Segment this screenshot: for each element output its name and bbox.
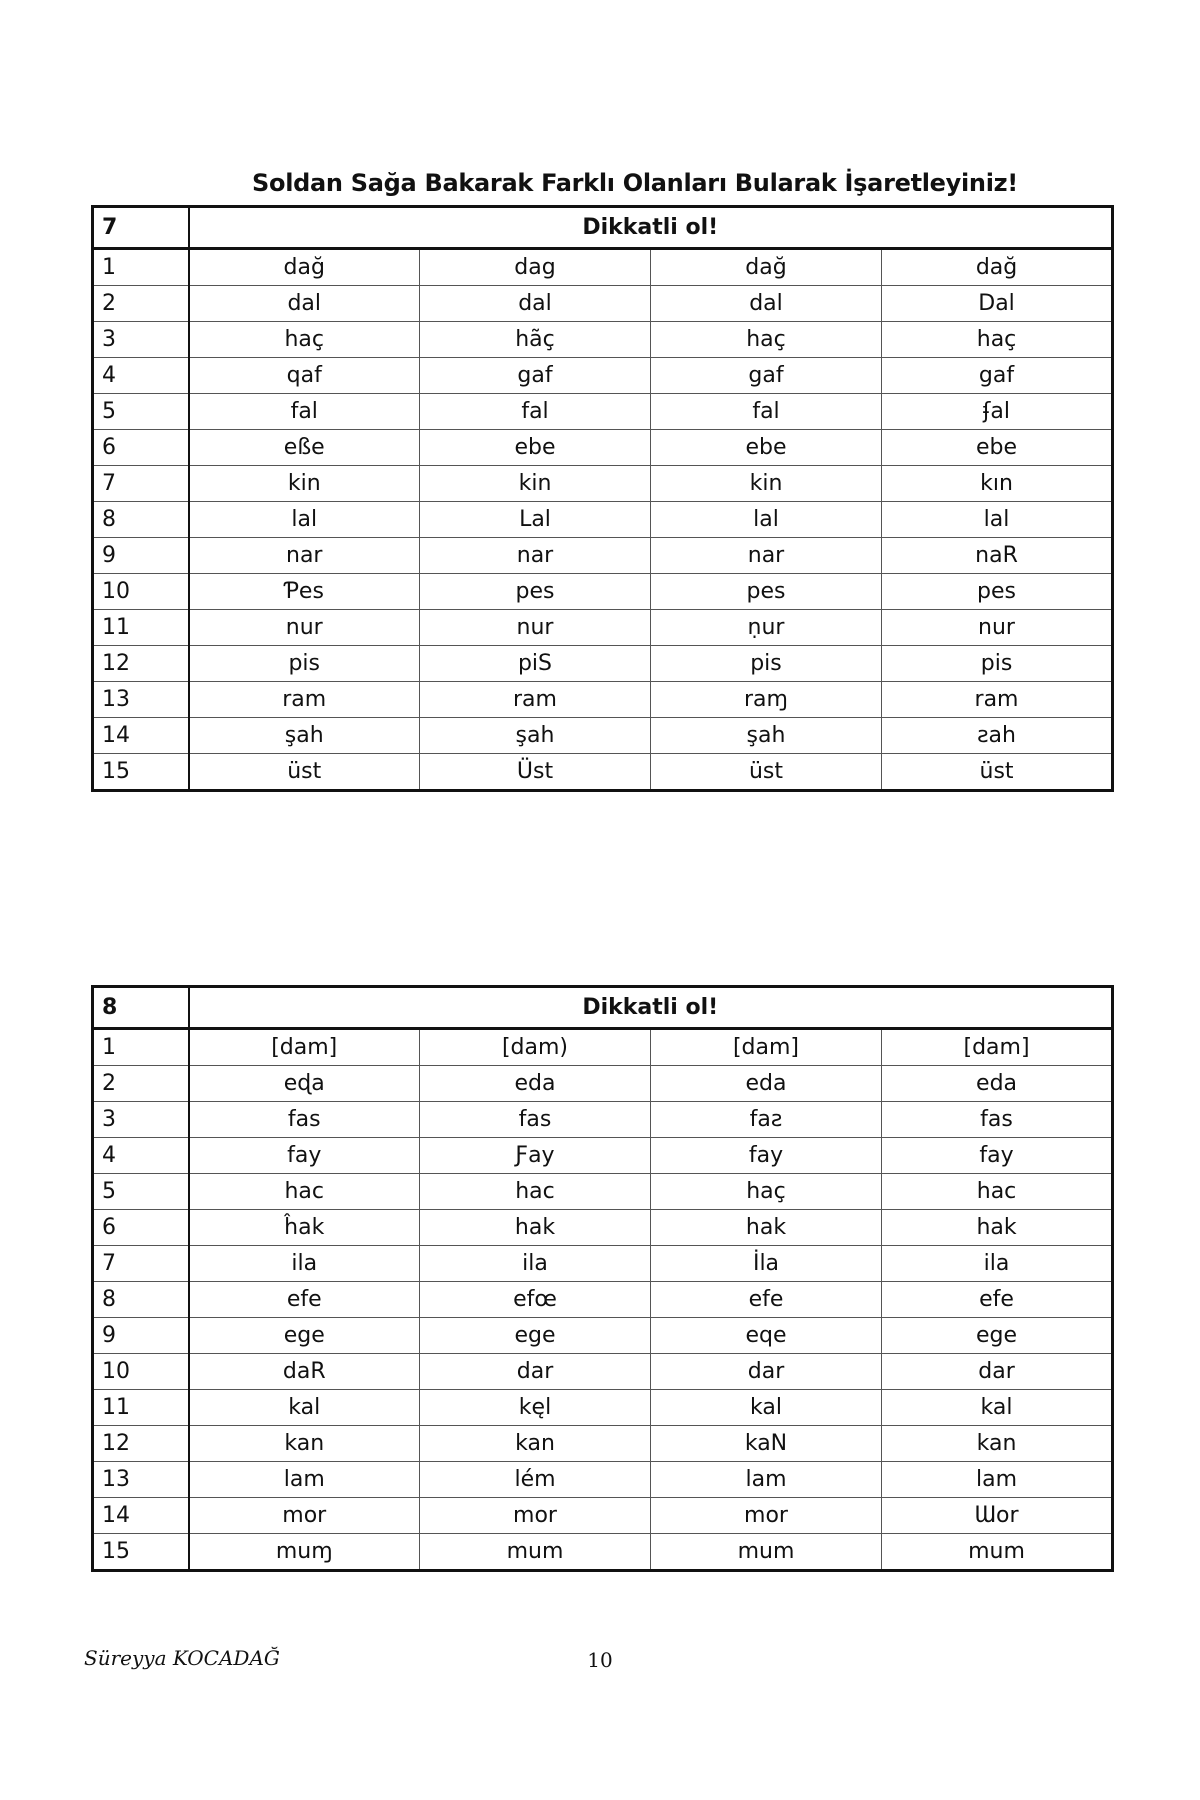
word-cell[interactable]: ĥak bbox=[189, 1210, 420, 1246]
table-row bbox=[93, 1534, 1113, 1571]
row-number: 13 bbox=[93, 1462, 189, 1498]
word-cell[interactable]: Ƥes bbox=[189, 574, 420, 610]
word-cell[interactable]: dağ bbox=[882, 249, 1113, 286]
word-cell[interactable]: hak bbox=[651, 1210, 882, 1246]
word-cell[interactable]: kan bbox=[189, 1426, 420, 1462]
table-row bbox=[93, 646, 1113, 682]
word-cell[interactable]: qaf bbox=[189, 358, 420, 394]
word-cell[interactable]: üst bbox=[882, 754, 1113, 791]
word-cell[interactable]: haç bbox=[651, 1174, 882, 1210]
word-cell[interactable]: kin bbox=[651, 466, 882, 502]
word-cell[interactable]: nur bbox=[420, 610, 651, 646]
word-cell[interactable]: naR bbox=[882, 538, 1113, 574]
word-cell[interactable]: dar bbox=[420, 1354, 651, 1390]
word-cell[interactable]: kaN bbox=[651, 1426, 882, 1462]
table-row bbox=[93, 466, 1113, 502]
word-cell[interactable]: kın bbox=[882, 466, 1113, 502]
word-cell[interactable]: pis bbox=[189, 646, 420, 682]
table-row bbox=[93, 1426, 1113, 1462]
exercise-table-8 bbox=[91, 985, 1114, 1572]
word-cell[interactable]: mum bbox=[882, 1534, 1113, 1571]
word-cell[interactable]: efœ bbox=[420, 1282, 651, 1318]
row-number: 12 bbox=[93, 646, 189, 682]
word-cell[interactable]: kęl bbox=[420, 1390, 651, 1426]
table-row bbox=[93, 249, 1113, 286]
row-number: 2 bbox=[93, 1066, 189, 1102]
word-cell[interactable]: ebe bbox=[420, 430, 651, 466]
row-number: 10 bbox=[93, 574, 189, 610]
word-cell[interactable]: haç bbox=[882, 322, 1113, 358]
word-cell[interactable]: Ƒay bbox=[420, 1138, 651, 1174]
table-row bbox=[93, 1066, 1113, 1102]
table-row bbox=[93, 682, 1113, 718]
word-cell[interactable]: İla bbox=[651, 1246, 882, 1282]
word-cell[interactable]: ila bbox=[882, 1246, 1113, 1282]
exercise-rows bbox=[93, 1029, 1113, 1571]
word-cell[interactable]: kan bbox=[882, 1426, 1113, 1462]
table-row bbox=[93, 1210, 1113, 1246]
row-number: 14 bbox=[93, 718, 189, 754]
row-number: 8 bbox=[93, 502, 189, 538]
word-cell[interactable]: pis bbox=[882, 646, 1113, 682]
word-cell[interactable]: hac bbox=[189, 1174, 420, 1210]
word-cell[interactable]: ram bbox=[882, 682, 1113, 718]
word-cell[interactable]: [dam] bbox=[651, 1029, 882, 1066]
table-row bbox=[93, 430, 1113, 466]
table-row bbox=[93, 538, 1113, 574]
word-cell[interactable]: haç bbox=[189, 322, 420, 358]
word-cell[interactable]: fay bbox=[189, 1138, 420, 1174]
table-row bbox=[93, 502, 1113, 538]
exercise-number: 8 bbox=[93, 987, 189, 1029]
word-cell[interactable]: hac bbox=[882, 1174, 1113, 1210]
table-row bbox=[93, 610, 1113, 646]
table-row bbox=[93, 1282, 1113, 1318]
row-number: 10 bbox=[93, 1354, 189, 1390]
row-number: 14 bbox=[93, 1498, 189, 1534]
row-number: 7 bbox=[93, 1246, 189, 1282]
table-row bbox=[93, 1138, 1113, 1174]
word-cell[interactable]: [dam) bbox=[420, 1029, 651, 1066]
word-cell[interactable]: ege bbox=[420, 1318, 651, 1354]
word-cell[interactable]: hak bbox=[420, 1210, 651, 1246]
row-number: 5 bbox=[93, 1174, 189, 1210]
word-cell[interactable]: muɱ bbox=[189, 1534, 420, 1571]
word-cell[interactable]: ram bbox=[420, 682, 651, 718]
word-cell[interactable]: lal bbox=[651, 502, 882, 538]
table-row bbox=[93, 754, 1113, 791]
word-cell[interactable]: Ɯor bbox=[882, 1498, 1113, 1534]
word-cell[interactable]: kal bbox=[882, 1390, 1113, 1426]
word-cell[interactable]: pes bbox=[651, 574, 882, 610]
word-cell[interactable]: fay bbox=[651, 1138, 882, 1174]
word-cell[interactable]: şah bbox=[420, 718, 651, 754]
table-row bbox=[93, 1354, 1113, 1390]
word-cell[interactable]: dar bbox=[651, 1354, 882, 1390]
table-row bbox=[93, 286, 1113, 322]
page-title: Soldan Sağa Bakarak Farklı Olanları Bularak İşaretleyiniz! bbox=[252, 169, 1018, 197]
table-row bbox=[93, 574, 1113, 610]
table-row bbox=[93, 322, 1113, 358]
row-number: 6 bbox=[93, 430, 189, 466]
word-cell[interactable]: mum bbox=[420, 1534, 651, 1571]
row-number: 3 bbox=[93, 322, 189, 358]
page-number: 10 bbox=[587, 1648, 613, 1672]
word-cell[interactable]: nur bbox=[882, 610, 1113, 646]
table-row bbox=[93, 718, 1113, 754]
table-header-row bbox=[93, 987, 1113, 1029]
word-cell[interactable]: mor bbox=[189, 1498, 420, 1534]
word-cell[interactable]: hak bbox=[882, 1210, 1113, 1246]
word-cell[interactable]: daR bbox=[189, 1354, 420, 1390]
word-cell[interactable]: üst bbox=[651, 754, 882, 791]
word-cell[interactable]: raɱ bbox=[651, 682, 882, 718]
word-cell[interactable]: hac bbox=[420, 1174, 651, 1210]
word-cell[interactable]: ebe bbox=[882, 430, 1113, 466]
word-cell[interactable]: efe bbox=[189, 1282, 420, 1318]
word-cell[interactable]: kal bbox=[651, 1390, 882, 1426]
table-row bbox=[93, 394, 1113, 430]
word-cell[interactable]: lém bbox=[420, 1462, 651, 1498]
exercise-header: Dikkatli ol! bbox=[189, 987, 1113, 1029]
row-number: 13 bbox=[93, 682, 189, 718]
word-cell[interactable]: pes bbox=[882, 574, 1113, 610]
word-cell[interactable]: gaf bbox=[882, 358, 1113, 394]
word-cell[interactable]: fas bbox=[189, 1102, 420, 1138]
word-cell[interactable]: kan bbox=[420, 1426, 651, 1462]
word-cell[interactable]: [dam] bbox=[882, 1029, 1113, 1066]
word-cell[interactable]: eße bbox=[189, 430, 420, 466]
table-row bbox=[93, 1498, 1113, 1534]
table-row bbox=[93, 1029, 1113, 1066]
row-number: 11 bbox=[93, 610, 189, 646]
word-cell[interactable]: ila bbox=[420, 1246, 651, 1282]
row-number: 15 bbox=[93, 1534, 189, 1571]
word-cell[interactable]: ila bbox=[189, 1246, 420, 1282]
word-cell[interactable]: üst bbox=[189, 754, 420, 791]
word-cell[interactable]: kin bbox=[420, 466, 651, 502]
word-cell[interactable]: eda bbox=[651, 1066, 882, 1102]
word-cell[interactable]: lal bbox=[189, 502, 420, 538]
word-cell[interactable]: mor bbox=[420, 1498, 651, 1534]
word-cell[interactable]: ṇur bbox=[651, 610, 882, 646]
exercise-table-7 bbox=[91, 205, 1114, 792]
word-cell[interactable]: dag bbox=[420, 249, 651, 286]
row-number: 3 bbox=[93, 1102, 189, 1138]
word-cell[interactable]: fal bbox=[651, 394, 882, 430]
word-cell[interactable]: ebe bbox=[651, 430, 882, 466]
table-row bbox=[93, 1246, 1113, 1282]
word-cell[interactable]: eqe bbox=[651, 1318, 882, 1354]
word-cell[interactable]: dağ bbox=[189, 249, 420, 286]
word-cell[interactable]: ege bbox=[189, 1318, 420, 1354]
word-cell[interactable]: dağ bbox=[651, 249, 882, 286]
word-cell[interactable]: gaf bbox=[420, 358, 651, 394]
row-number: 6 bbox=[93, 1210, 189, 1246]
word-cell[interactable]: eɖa bbox=[189, 1066, 420, 1102]
row-number: 11 bbox=[93, 1390, 189, 1426]
word-cell[interactable]: kin bbox=[189, 466, 420, 502]
word-cell[interactable]: nar bbox=[420, 538, 651, 574]
word-cell[interactable]: ʄal bbox=[882, 394, 1113, 430]
word-cell[interactable]: lam bbox=[189, 1462, 420, 1498]
word-cell[interactable]: dal bbox=[651, 286, 882, 322]
footer-author: Süreyya KOCADAĞ bbox=[84, 1646, 280, 1670]
table-row bbox=[93, 1318, 1113, 1354]
row-number: 1 bbox=[93, 249, 189, 286]
word-cell[interactable]: pes bbox=[420, 574, 651, 610]
word-cell[interactable]: Lal bbox=[420, 502, 651, 538]
word-cell[interactable]: gaf bbox=[651, 358, 882, 394]
word-cell[interactable]: ram bbox=[189, 682, 420, 718]
word-cell[interactable]: ƨah bbox=[882, 718, 1113, 754]
row-number: 12 bbox=[93, 1426, 189, 1462]
word-cell[interactable]: lam bbox=[651, 1462, 882, 1498]
word-cell[interactable]: lam bbox=[882, 1462, 1113, 1498]
word-cell[interactable]: piS bbox=[420, 646, 651, 682]
row-number: 4 bbox=[93, 358, 189, 394]
word-cell[interactable]: pis bbox=[651, 646, 882, 682]
word-cell[interactable]: hãç bbox=[420, 322, 651, 358]
row-number: 9 bbox=[93, 538, 189, 574]
table-row bbox=[93, 358, 1113, 394]
word-cell[interactable]: nar bbox=[651, 538, 882, 574]
word-cell[interactable]: lal bbox=[882, 502, 1113, 538]
word-cell[interactable]: Dal bbox=[882, 286, 1113, 322]
table-row bbox=[93, 1462, 1113, 1498]
word-cell[interactable]: faƨ bbox=[651, 1102, 882, 1138]
row-number: 5 bbox=[93, 394, 189, 430]
word-cell[interactable]: [dam] bbox=[189, 1029, 420, 1066]
word-cell[interactable]: şah bbox=[189, 718, 420, 754]
word-cell[interactable]: şah bbox=[651, 718, 882, 754]
word-cell[interactable]: fal bbox=[420, 394, 651, 430]
word-cell[interactable]: eda bbox=[882, 1066, 1113, 1102]
row-number: 2 bbox=[93, 286, 189, 322]
word-cell[interactable]: nar bbox=[189, 538, 420, 574]
word-cell[interactable]: fay bbox=[882, 1138, 1113, 1174]
word-cell[interactable]: fal bbox=[189, 394, 420, 430]
word-cell[interactable]: efe bbox=[882, 1282, 1113, 1318]
exercise-rows bbox=[93, 249, 1113, 791]
word-cell[interactable]: haç bbox=[651, 322, 882, 358]
word-cell[interactable]: mum bbox=[651, 1534, 882, 1571]
word-cell[interactable]: fas bbox=[882, 1102, 1113, 1138]
word-cell[interactable]: kal bbox=[189, 1390, 420, 1426]
row-number: 7 bbox=[93, 466, 189, 502]
table-row bbox=[93, 1390, 1113, 1426]
table-row bbox=[93, 1174, 1113, 1210]
row-number: 4 bbox=[93, 1138, 189, 1174]
table-row bbox=[93, 1102, 1113, 1138]
table-header-row bbox=[93, 207, 1113, 249]
exercise-header: Dikkatli ol! bbox=[189, 207, 1113, 249]
word-cell[interactable]: mor bbox=[651, 1498, 882, 1534]
word-cell[interactable]: nur bbox=[189, 610, 420, 646]
word-cell[interactable]: efe bbox=[651, 1282, 882, 1318]
row-number: 15 bbox=[93, 754, 189, 791]
word-cell[interactable]: fas bbox=[420, 1102, 651, 1138]
word-cell[interactable]: Üst bbox=[420, 754, 651, 791]
word-cell[interactable]: dar bbox=[882, 1354, 1113, 1390]
word-cell[interactable]: dal bbox=[420, 286, 651, 322]
row-number: 9 bbox=[93, 1318, 189, 1354]
word-cell[interactable]: ege bbox=[882, 1318, 1113, 1354]
row-number: 1 bbox=[93, 1029, 189, 1066]
exercise-number: 7 bbox=[93, 207, 189, 249]
word-cell[interactable]: dal bbox=[189, 286, 420, 322]
row-number: 8 bbox=[93, 1282, 189, 1318]
word-cell[interactable]: eda bbox=[420, 1066, 651, 1102]
